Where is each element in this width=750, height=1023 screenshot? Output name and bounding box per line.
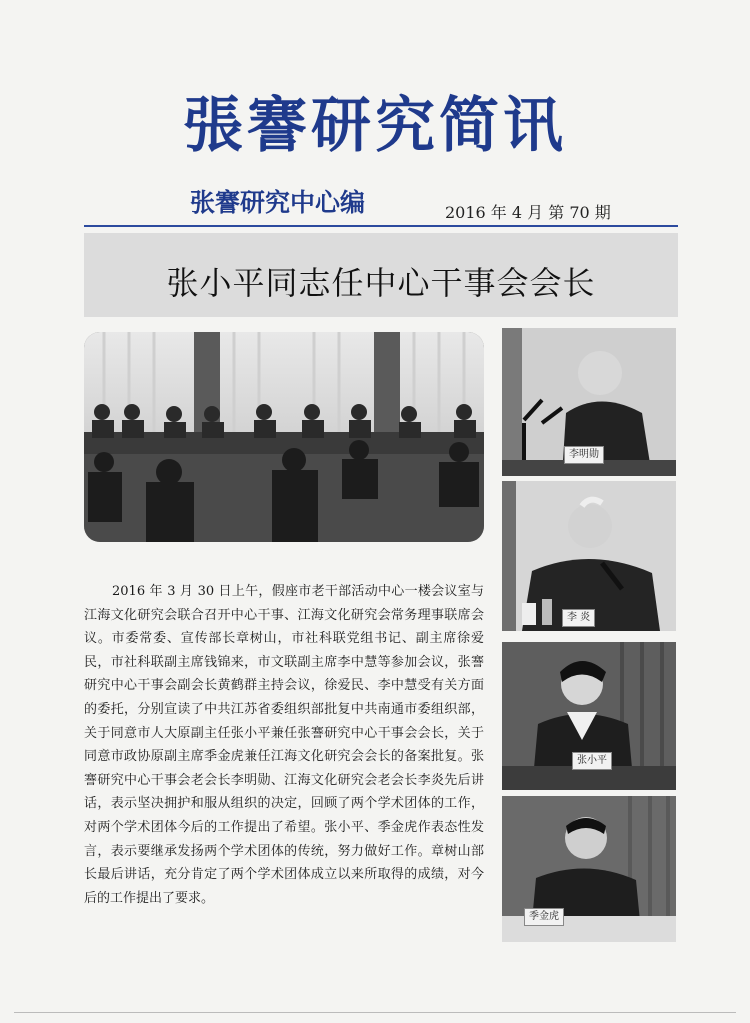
editor-line: 张謇研究中心编 <box>190 188 366 217</box>
nameplate-3: 张小平 <box>572 752 612 770</box>
speaker-photo-1 <box>502 328 676 476</box>
nameplate-4: 季金虎 <box>524 908 564 926</box>
meeting-photo <box>84 332 484 542</box>
masthead-title: 張謇研究简讯 <box>183 91 567 161</box>
nameplate-1: 李明勋 <box>564 446 604 464</box>
issue-line: 2016 年 4 月 第 70 期 <box>445 203 611 222</box>
nameplate-2: 李 炎 <box>562 609 595 627</box>
speaker-photo-4 <box>502 796 676 942</box>
article-body: 2016 年 3 月 30 日上午，假座市老干部活动中心一楼会议室与江海文化研究会联合召开中心干事、江海文化研究会常务理事联席会议。市委常委、宣传部长章树山，市社科联党组书记、副主席徐爱民，市社科联副主席钱锦来，市文联副主席李中慧等参加会议，张謇研究中心干事会副会长黄鹤群主持会议，徐爱民、李中慧受有关方面的委托，分别宣读了中共江苏省委组织部批复中共南通市委组织部，关于同意市人大原副主任张小平兼任张謇研究中心干事会会长，关于同意市政协原副主席季金虎兼任江海文化研究会会长的备案批复。张謇研究中心干事会老会长李明勋、江海文化研究会老会长李炎先后讲话，表示坚决拥护和服从组织的决定，回顾了两个学术团体的工作，对两个学术团体今后的工作提出了希望。张小平、季金虎作表态性发言，表示要继承发扬两个学术团体的传统，努力做好工作。章树山部长最后讲话，充分肯定了两个学术团体成立以来所取得的成绩，对今后的工作提出了要求。 <box>84 584 484 906</box>
header-divider <box>84 225 678 227</box>
article-headline: 张小平同志任中心干事会会长 <box>166 264 596 302</box>
footer-rule <box>14 1012 736 1013</box>
meeting-photo-image <box>84 332 484 542</box>
speaker-photo-3 <box>502 642 676 790</box>
speaker-photo-2 <box>502 481 676 631</box>
